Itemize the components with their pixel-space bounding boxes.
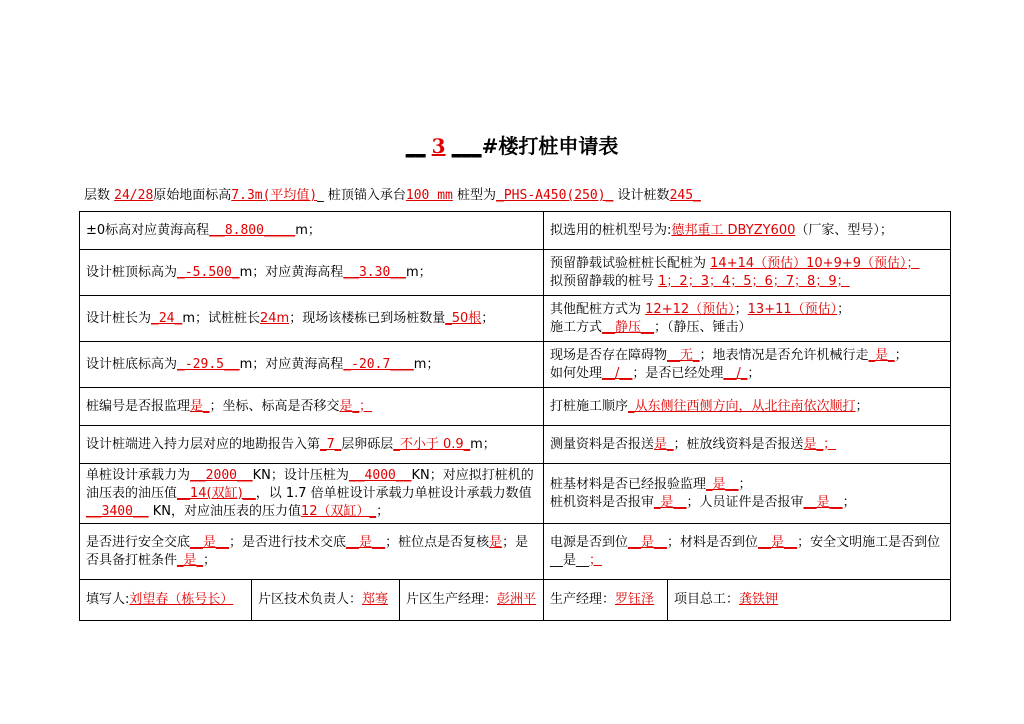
signer-filler: 填写人:刘望春（栋号长） [80, 580, 252, 621]
building-number: 3 [431, 134, 446, 158]
ground-elevation-value: 7.3m(平均值) [231, 188, 318, 203]
info-line: 层数 24/28原始地面标高7.3m(平均值)_ 桩顶锚入承台100 mm 桩型为_PHS-A450(250)_ 设计桩数245_ [84, 188, 701, 203]
anchor-depth-value: 100 mm [405, 188, 453, 203]
table-row: 单桩设计承载力为__2000__KN；设计压桩为__4000__KN；对应拟打桩机的油压表的油压值__14(双缸)__，以 1.7 倍单桩设计承载力单桩设计承载力数值__3400__ KN，对应油压表的压力值12（双缸）_； 桩基材料是否已经报验监理_是__； 桩机资料是否报审_是__；人员证件是否报审__是__； [80, 464, 951, 524]
floors-value: 24/28 [114, 188, 154, 203]
table-row: ±0标高对应黄海高程__8.800____m； 拟选用的桩机型号为:德邦重工 DBYZY600（厂家、型号）； [80, 212, 951, 250]
pile-type-value: _PHS-A450(250)_ [496, 188, 614, 203]
table-row: 是否进行安全交底__是__；是否进行技术交底__是__；桩位点是否复核是；是否具备打桩条件_是_； 电源是否到位__是__；材料是否到位__是__；安全文明施工是否到位 __是__； [80, 524, 951, 580]
table-row: 设计桩顶标高为_-5.500_m；对应黄海高程__3.30__m； 预留静载试验桩桩长配桩为 14+14（预估）10+9+9（预估）； 拟预留静载的桩号 1；2；3；4；5；6；7；8；9； [80, 250, 951, 296]
table-row: 设计桩端进入持力层对应的地勘报告入第_7_层卵砾层_不小于 0.9_m； 测量资料是否报送是_；桩放线资料是否报送是_； [80, 426, 951, 464]
signature-row [80, 580, 951, 621]
application-form-table [79, 211, 951, 621]
table-row: 设计桩底标高为_-29.5__m；对应黄海高程_-20.7___m； 现场是否存在障碍物__无_；地表情况是否允许机械行走_是_； 如何处理__/__；是否已经处理__/_； [80, 342, 951, 388]
page-title: __ 3 ___#楼打桩申请表 [405, 134, 619, 158]
signer-area-production-manager: 片区生产经理：彭洲平 [400, 580, 544, 621]
signer-tech-lead: 片区技术负责人：郑骞 [252, 580, 400, 621]
pile-count-value: 245_ [669, 188, 701, 203]
table-row: 设计桩长为_24_m；试桩桩长24m；现场该楼栋已到场桩数量_50根； 其他配桩方式为 12+12（预估）；13+11（预估）； 施工方式__静压__；（静压、锤击） [80, 296, 951, 342]
signer-production-manager: 生产经理：罗钰泽 [544, 580, 668, 621]
signer-chief-engineer: 项目总工：龚铁钾 [668, 580, 951, 621]
table-row: 桩编号是否报监理是_；坐标、标高是否移交是_； 打桩施工顺序_从东侧往西侧方向，从北往南依次顺打； [80, 388, 951, 426]
